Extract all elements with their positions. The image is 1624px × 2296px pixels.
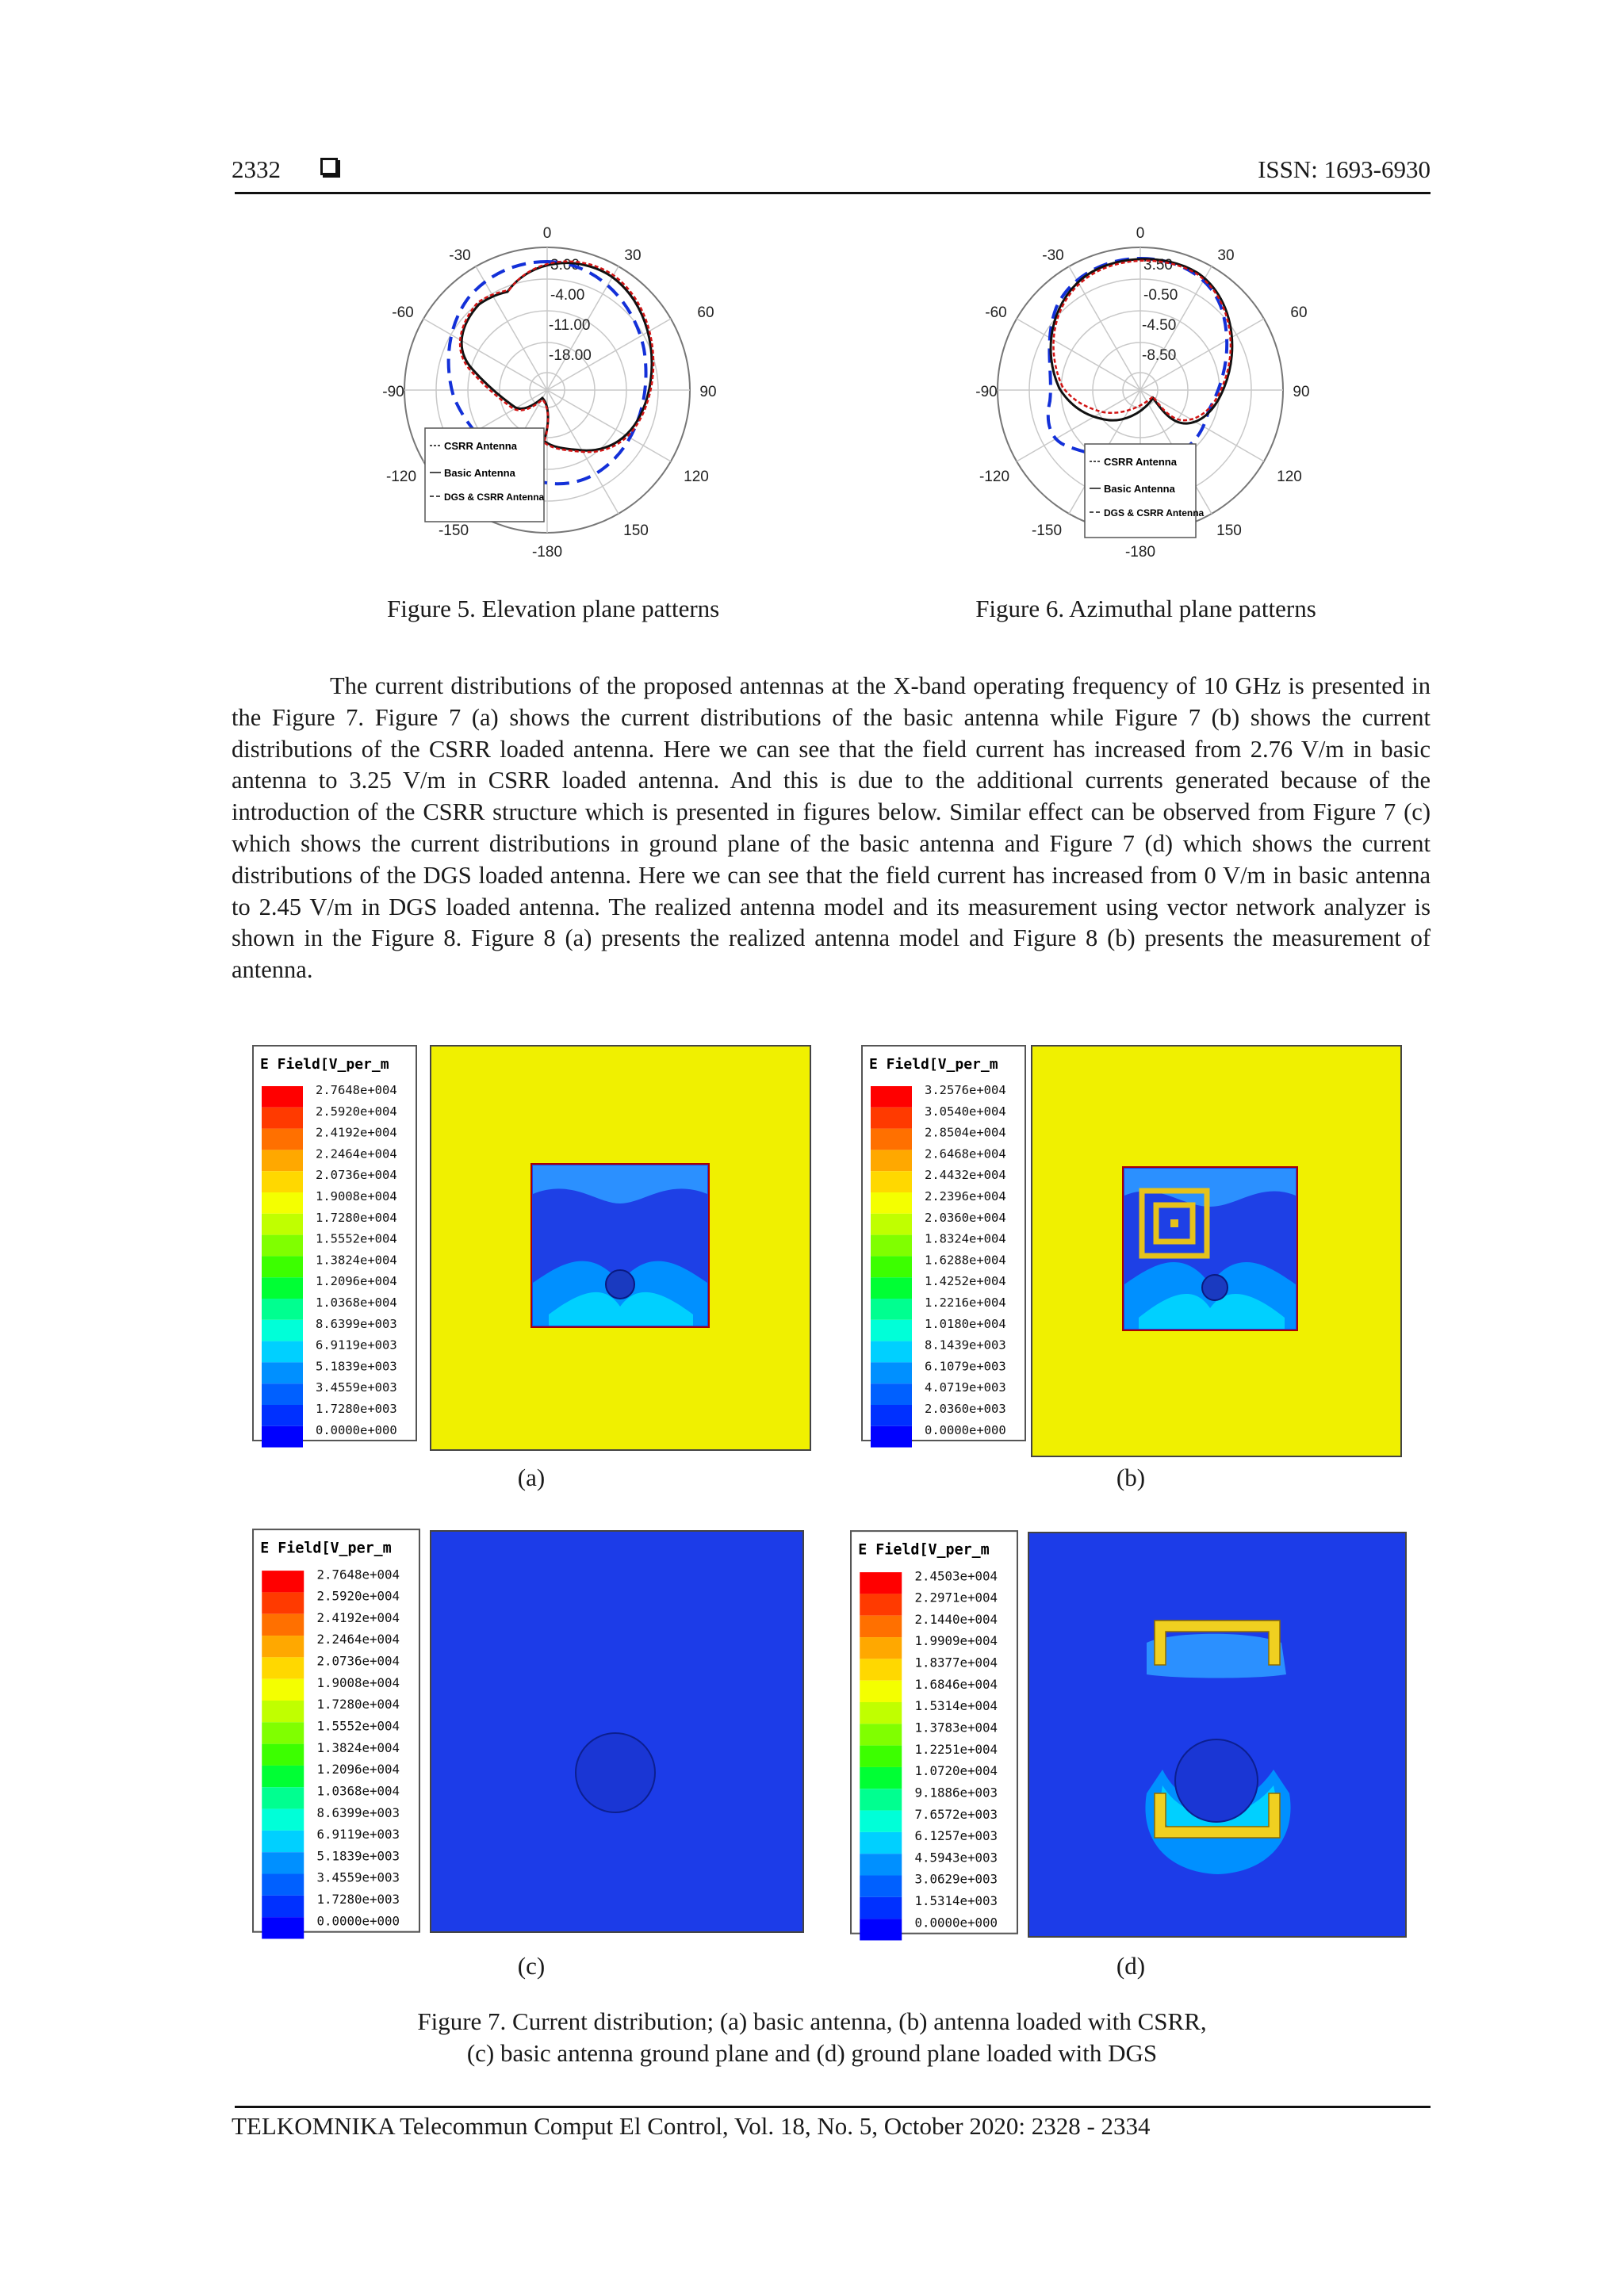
angle-label: -90 [382, 384, 404, 400]
legend-swatch [262, 1852, 304, 1873]
legend-box [425, 428, 545, 522]
legend-value: 0.0000e+000 [914, 1915, 998, 1931]
legend-value: 0.0000e+000 [925, 1422, 1006, 1437]
angle-label: 0 [542, 225, 552, 242]
legend-value: 6.9119e+003 [316, 1827, 400, 1843]
feed-circle [576, 1733, 655, 1812]
legend-value: 1.2251e+004 [914, 1741, 998, 1757]
legend-swatch [262, 1592, 304, 1613]
figure5-polar-plot [381, 214, 717, 579]
legend-value: 2.8504e+004 [925, 1125, 1006, 1140]
legend-value: 8.6399e+003 [316, 1316, 397, 1331]
legend-value: 1.0720e+004 [914, 1763, 998, 1779]
footer-rule [235, 2106, 1431, 2108]
legend-swatch [860, 1594, 902, 1615]
legend-value: 1.9008e+004 [316, 1189, 397, 1203]
angle-label: 150 [1216, 522, 1242, 539]
angle-label: 60 [697, 304, 714, 321]
legend-value: 1.4252e+004 [925, 1274, 1006, 1289]
panel-d-label: (d) [1116, 1952, 1146, 1980]
legend-swatch [860, 1659, 902, 1680]
panel-c-legend [252, 1529, 420, 1941]
angle-label: -30 [1042, 247, 1064, 264]
csrr-gap [1170, 1219, 1178, 1227]
legend-item: Basic Antenna [1104, 483, 1175, 495]
legend-swatch [860, 1702, 902, 1724]
legend-swatch [262, 1917, 304, 1938]
legend-value: 1.5314e+003 [914, 1893, 998, 1909]
legend-swatch [860, 1572, 902, 1594]
radial-label: 3.50 [1143, 257, 1173, 274]
issn: ISSN: 1693-6930 [1258, 155, 1431, 183]
body-paragraph: The current distributions of the proposed antennas at the X-band operating frequency of 10 GHz is presented in the Figure 7. Figure 7 (a) shows the current distributions of the basic antenna while Figure 7 (b) shows the current distributions of the CSRR loaded antenna. Here we can see that the field current has increased from 2.76 V/m in basic antenna to 3.25 V/m in CSRR loaded antenna. And this is due to the additional currents generated because of the introduction of the CSRR structure which is presented in figures below. Similar effect can be observed from Figure 7 (c) which shows the current distributions in ground plane of the basic antenna and Figure 7 (d) which shows the current distributions of the DGS loaded antenna. Here we can see that the field current has increased from 0 V/m in basic antenna to 2.45 V/m in DGS loaded antenna. The realized antenna model and its measurement using vector network analyzer is shown in the Figure 8. Figure 8 (a) presents the realized antenna model and Figure 8 (b) presents the measurement of antenna. [232, 672, 1431, 984]
legend-value: 8.1439e+003 [925, 1337, 1006, 1353]
figure7-caption-line2: (c) basic antenna ground plane and (d) ground plane loaded with DGS [466, 2039, 1158, 2067]
angle-label: -30 [449, 247, 471, 264]
legend-value: 6.1257e+003 [914, 1828, 998, 1844]
angle-label: -90 [975, 384, 998, 400]
legend-swatch [871, 1320, 912, 1341]
legend-swatch [860, 1811, 902, 1832]
legend-swatch [262, 1362, 303, 1383]
page-number: 2332 [232, 155, 281, 183]
legend-swatch [262, 1809, 304, 1831]
legend-value: 7.6572e+003 [914, 1806, 998, 1822]
panel-a-label: (a) [517, 1464, 546, 1491]
legend-swatch [871, 1214, 912, 1235]
angle-label: 60 [1290, 304, 1308, 321]
legend-value: 1.3783e+004 [914, 1720, 998, 1735]
legend-swatch [860, 1616, 902, 1637]
legend-swatch [262, 1571, 304, 1592]
legend-value: 4.0719e+003 [925, 1380, 1006, 1395]
legend-value: 2.2464e+004 [316, 1146, 397, 1161]
legend-value: 1.8324e+004 [925, 1231, 1006, 1246]
legend-swatch [262, 1171, 303, 1192]
radial-label: -8.50 [1142, 347, 1177, 364]
legend-value: 2.6468e+004 [925, 1146, 1006, 1161]
legend-item: CSRR Antenna [444, 440, 517, 452]
legend-value: 1.0368e+004 [316, 1783, 400, 1799]
angle-label: -180 [531, 544, 563, 561]
legend-value: 1.7280e+004 [316, 1697, 400, 1712]
legend-swatch [262, 1701, 304, 1722]
legend-swatch [262, 1235, 303, 1257]
field-legend [850, 1530, 1018, 1942]
legend-value: 0.0000e+000 [316, 1422, 397, 1437]
ground-plane [1028, 1533, 1406, 1937]
angle-label: 90 [1293, 384, 1310, 400]
legend-value: 3.0629e+003 [914, 1871, 998, 1887]
angle-label: -120 [385, 469, 417, 485]
legend-value: 1.5552e+004 [316, 1718, 400, 1734]
legend-title: E Field[V_per_m [869, 1056, 998, 1073]
legend-swatch [871, 1362, 912, 1383]
legend-swatch [262, 1341, 303, 1363]
angle-label: 30 [624, 247, 642, 264]
panel-d-legend [850, 1530, 1018, 1942]
legend-item: CSRR Antenna [1104, 456, 1177, 468]
legend-swatch [871, 1299, 912, 1320]
radial-label: -4.00 [550, 287, 585, 304]
legend-value: 3.0540e+004 [925, 1104, 1006, 1119]
legend-value: 1.8377e+004 [914, 1655, 998, 1670]
legend-swatch [262, 1086, 303, 1108]
legend-value: 1.2216e+004 [925, 1295, 1006, 1310]
angle-label: -150 [1031, 522, 1063, 539]
legend-value: 2.0736e+004 [316, 1168, 397, 1183]
legend-swatch [262, 1614, 304, 1636]
legend-value: 3.4559e+003 [316, 1380, 397, 1395]
angle-label: 150 [623, 522, 649, 539]
radial-labels [1142, 257, 1178, 364]
legend-swatch [262, 1129, 303, 1150]
legend-value: 2.4192e+004 [316, 1125, 397, 1140]
legend-value: 9.1886e+003 [914, 1785, 998, 1800]
legend-value: 2.7648e+004 [316, 1083, 397, 1097]
legend-swatch [262, 1405, 303, 1426]
legend-swatch [262, 1150, 303, 1171]
legend-swatch [860, 1897, 902, 1919]
legend-value: 6.1079e+003 [925, 1359, 1006, 1374]
legend-value: 2.2971e+004 [914, 1590, 998, 1605]
panel-a-legend [252, 1045, 417, 1441]
legend-box [1085, 444, 1205, 538]
feed-circle [606, 1270, 634, 1299]
legend-swatch [262, 1766, 304, 1787]
legend-value: 6.9119e+003 [316, 1337, 397, 1353]
ground-plane [431, 1531, 803, 1932]
legend-swatch [262, 1874, 304, 1896]
legend-swatch [262, 1744, 304, 1766]
figure6-caption: Figure 6. Azimuthal plane patterns [975, 595, 1316, 622]
radial-label: 3.00 [550, 257, 580, 274]
legend-swatch [871, 1108, 912, 1129]
legend-title: E Field[V_per_m [260, 1056, 389, 1073]
legend-swatch [871, 1171, 912, 1192]
legend-swatch [262, 1896, 304, 1917]
legend-swatch [262, 1108, 303, 1129]
legend-swatch [871, 1129, 912, 1150]
legend-value: 1.7280e+004 [316, 1210, 397, 1225]
legend-value: 2.1440e+004 [914, 1611, 998, 1627]
panel-b-label: (b) [1116, 1464, 1146, 1491]
legend-swatch [860, 1854, 902, 1875]
legend-value: 5.1839e+003 [316, 1359, 397, 1374]
legend-swatch [262, 1214, 303, 1235]
legend-swatch [262, 1383, 303, 1405]
figure7-caption-line1: Figure 7. Current distribution; (a) basic antenna, (b) antenna loaded with CSRR, [417, 2007, 1207, 2035]
legend-swatch [871, 1383, 912, 1405]
angle-label: -150 [438, 522, 469, 539]
panel-a-field-plot [430, 1045, 812, 1451]
legend-value: 5.1839e+003 [316, 1848, 400, 1864]
figure7-caption [0, 2006, 1624, 2069]
legend-value: 1.0180e+004 [925, 1316, 1006, 1331]
radial-label: -4.50 [1142, 317, 1177, 334]
footer-citation: TELKOMNIKA Telecommun Comput El Control, Vol. 18, No. 5, October 2020: 2328 - 2334 [232, 2112, 1151, 2140]
legend-swatch [262, 1320, 303, 1341]
field-legend [252, 1045, 417, 1441]
legend-swatch [262, 1277, 303, 1299]
legend-swatch [860, 1789, 902, 1810]
angle-label: 30 [1217, 247, 1235, 264]
csrr-antenna-curve [1053, 261, 1230, 420]
legend-swatch [262, 1831, 304, 1852]
legend-swatch [860, 1767, 902, 1789]
legend-swatch [871, 1086, 912, 1108]
legend-value: 0.0000e+000 [316, 1913, 400, 1929]
legend-value: 2.0360e+004 [925, 1210, 1006, 1225]
legend-item: DGS & CSRR Antenna [444, 492, 545, 503]
legend-value: 1.3824e+004 [316, 1253, 397, 1268]
angle-label: 120 [684, 469, 709, 485]
legend-value: 3.4559e+003 [316, 1869, 400, 1885]
legend-swatch [871, 1150, 912, 1171]
legend-swatch [871, 1341, 912, 1363]
header-rule [235, 192, 1431, 194]
field-legend [861, 1045, 1026, 1441]
legend-value: 1.5314e+004 [914, 1698, 998, 1714]
field-region [1147, 1634, 1286, 1678]
legend-swatch [860, 1832, 902, 1854]
legend-value: 2.0360e+003 [925, 1402, 1006, 1416]
feed-circle [1175, 1739, 1258, 1822]
legend-swatch [262, 1426, 303, 1448]
legend-swatch [262, 1787, 304, 1808]
legend-value: 2.5920e+004 [316, 1104, 397, 1119]
legend-swatch [262, 1299, 303, 1320]
panel-b-field-plot [1031, 1045, 1402, 1457]
legend-value: 1.0368e+004 [316, 1295, 397, 1310]
legend-value: 2.4192e+004 [316, 1609, 400, 1625]
legend-item: DGS & CSRR Antenna [1104, 507, 1205, 519]
panel-c-field-plot [430, 1530, 804, 1933]
legend-swatch [262, 1679, 304, 1701]
legend-swatch [860, 1746, 902, 1767]
legend-value: 1.2096e+004 [316, 1762, 400, 1777]
panel-d-field-plot [1028, 1532, 1407, 1938]
figure5-caption: Figure 5. Elevation plane patterns [387, 595, 720, 622]
legend-value: 2.4503e+004 [914, 1568, 998, 1584]
feed-circle [1202, 1275, 1228, 1300]
legend-value: 2.5920e+004 [316, 1588, 400, 1604]
legend-value: 1.6288e+004 [925, 1253, 1006, 1268]
legend-item: Basic Antenna [444, 467, 515, 479]
legend-swatch [871, 1235, 912, 1257]
legend-swatch [262, 1192, 303, 1214]
legend-swatch [262, 1636, 304, 1657]
legend-swatch [871, 1192, 912, 1214]
legend-value: 1.2096e+004 [316, 1274, 397, 1289]
angle-label: 90 [699, 384, 717, 400]
legend-swatch [860, 1724, 902, 1745]
radial-label: -18.00 [549, 347, 592, 364]
legend-value: 2.2396e+004 [925, 1189, 1006, 1203]
angle-label: -180 [1124, 544, 1156, 561]
legend-swatch [871, 1405, 912, 1426]
radial-label: -11.00 [549, 317, 591, 334]
legend-swatch [860, 1919, 902, 1940]
legend-swatch [860, 1637, 902, 1659]
legend-swatch [262, 1256, 303, 1277]
legend-value: 1.5552e+004 [316, 1231, 397, 1246]
legend-swatch [262, 1657, 304, 1678]
legend-swatch [871, 1256, 912, 1277]
legend-title: E Field[V_per_m [260, 1540, 392, 1557]
legend-value: 1.7280e+003 [316, 1402, 397, 1416]
box-icon [320, 158, 338, 175]
legend-value: 1.6846e+004 [914, 1676, 998, 1692]
angle-label: 120 [1277, 469, 1302, 485]
legend-value: 3.2576e+004 [925, 1083, 1006, 1097]
radial-label: -0.50 [1143, 287, 1178, 304]
radial-labels [549, 257, 592, 364]
legend-value: 1.7280e+003 [316, 1892, 400, 1908]
angle-label: -60 [985, 304, 1007, 321]
legend-title: E Field[V_per_m [858, 1541, 990, 1559]
legend-swatch [860, 1681, 902, 1702]
legend-swatch [860, 1876, 902, 1897]
legend-value: 4.5943e+003 [914, 1850, 998, 1866]
figure6-polar-plot [974, 214, 1310, 579]
angle-label: -60 [392, 304, 414, 321]
legend-value: 1.3824e+004 [316, 1739, 400, 1755]
legend-value: 1.9909e+004 [914, 1633, 998, 1649]
legend-value: 8.6399e+003 [316, 1804, 400, 1820]
panel-b-legend [861, 1045, 1026, 1441]
legend-value: 2.0736e+004 [316, 1653, 400, 1669]
legend-value: 2.7648e+004 [316, 1567, 400, 1582]
legend-swatch [871, 1277, 912, 1299]
field-legend [252, 1529, 420, 1941]
legend-value: 1.9008e+004 [316, 1674, 400, 1690]
legend-value: 2.4432e+004 [925, 1168, 1006, 1183]
panel-c-label: (c) [517, 1952, 546, 1980]
angle-label: -120 [979, 469, 1010, 485]
angle-label: 0 [1136, 225, 1145, 242]
legend-swatch [262, 1722, 304, 1743]
legend-swatch [871, 1426, 912, 1448]
legend-value: 2.2464e+004 [316, 1632, 400, 1647]
